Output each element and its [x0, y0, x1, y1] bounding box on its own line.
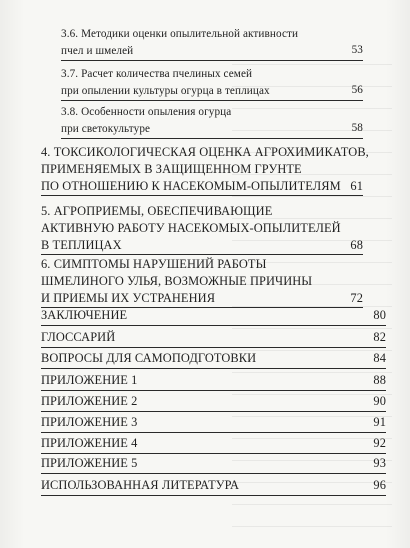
toc-entry-appendix-4: [41, 435, 386, 454]
toc-entry-line: [61, 43, 363, 61]
toc-entry-line: [41, 290, 363, 309]
toc-entry-line-text: И ПРИЕМЫ ИХ УСТРАНЕНИЯ: [41, 290, 216, 305]
toc-entry-line-text: ПРИЛОЖЕНИЕ 2: [41, 394, 138, 408]
toc-entry-line: [41, 414, 386, 433]
toc-entry-line-text: ПРИЛОЖЕНИЕ 1: [41, 373, 138, 387]
toc-entry-line: [61, 121, 363, 139]
toc-page-number: 91: [373, 415, 386, 429]
toc-page-number: 58: [351, 122, 363, 134]
toc-entry-line: [41, 329, 386, 348]
toc-entry-questions: [41, 350, 386, 369]
toc-page-number: 56: [351, 84, 363, 96]
toc-entry-section-5: [41, 203, 363, 255]
toc-page-number: 68: [350, 237, 363, 252]
toc-entry-line: ПРИМЕНЯЕМЫХ В ЗАЩИЩЕННОМ ГРУНТЕ: [41, 161, 302, 176]
toc-entry-line-text: ГЛОССАРИЙ: [41, 330, 116, 344]
toc-entry-conclusion: [41, 307, 386, 326]
toc-page-number: 90: [373, 394, 386, 408]
toc-entry-section-6: [41, 256, 363, 308]
toc-entry-appendix-2: [41, 393, 386, 412]
toc-entry-line-text: ВОПРОСЫ ДЛЯ САМОПОДГОТОВКИ: [41, 351, 257, 365]
toc-entry-line-text: В ТЕПЛИЦАХ: [41, 237, 122, 252]
toc-entry-line: 4. ТОКСИКОЛОГИЧЕСКАЯ ОЦЕНКА АГРОХИМИКАТОВ,: [41, 145, 369, 159]
toc-entry-line: [41, 477, 386, 496]
toc-entry-line-text: ПРИЛОЖЕНИЕ 5: [41, 456, 138, 470]
toc-entry-line-text: пчел и шмелей: [61, 45, 134, 57]
toc-entry-line: ШМЕЛИНОГО УЛЬЯ, ВОЗМОЖНЫЕ ПРИЧИНЫ: [41, 273, 313, 288]
toc-entry-3-7: [61, 66, 363, 101]
toc-entry-appendix-3: [41, 414, 386, 433]
toc-entry-line: АКТИВНУЮ РАБОТУ НАСЕКОМЫХ-ОПЫЛИТЕЛЕЙ: [41, 220, 341, 235]
toc-entry-line-text: при опылении культуры огурца в теплицах: [61, 85, 270, 97]
toc-page-number: 88: [373, 373, 386, 387]
toc-entry-line: [41, 372, 386, 391]
toc-entry-line: 3.6. Методики оценки опылительной активности: [61, 28, 299, 40]
toc-page-number: 93: [373, 456, 386, 470]
toc-page-number: 72: [350, 290, 363, 305]
toc-entry-line: 3.8. Особенности опыления огурца: [61, 106, 232, 118]
toc-entry-3-8: [61, 104, 363, 139]
toc-page-number: 96: [373, 478, 386, 492]
toc-entry-line: [41, 178, 363, 197]
toc-entry-line: [41, 455, 386, 474]
toc-entry-line: 6. СИМПТОМЫ НАРУШЕНИЙ РАБОТЫ: [41, 257, 267, 271]
toc-entry-line: 3.7. Расчет количества пчелиных семей: [61, 68, 253, 80]
toc-page-number: 53: [351, 44, 363, 56]
toc-entry-line: [41, 307, 386, 326]
toc-entry-line-text: ЗАКЛЮЧЕНИЕ: [41, 308, 128, 322]
toc-page-number: 82: [373, 330, 386, 344]
toc-entry-appendix-5: [41, 455, 386, 474]
toc-entry-line-text: при светокультуре: [61, 123, 151, 135]
toc-entry-line-text: ПРИЛОЖЕНИЕ 4: [41, 436, 138, 450]
toc-entry-line: [41, 435, 386, 454]
toc-page-number: 92: [373, 436, 386, 450]
toc-page-number: 61: [350, 178, 363, 193]
toc-entry-section-4: [41, 144, 369, 196]
toc-entry-line: [61, 83, 363, 101]
toc-page-number: 80: [373, 308, 386, 322]
toc-entry-3-6: [61, 26, 363, 61]
toc-entry-glossary: [41, 329, 386, 348]
toc-entry-line: [41, 393, 386, 412]
toc-entry-line: 5. АГРОПРИЕМЫ, ОБЕСПЕЧИВАЮЩИЕ: [41, 204, 273, 218]
toc-entry-line-text: ПО ОТНОШЕНИЮ К НАСЕКОМЫМ-ОПЫЛИТЕЛЯМ: [41, 178, 341, 193]
toc-page-number: 84: [373, 351, 386, 365]
toc-entry-line: [41, 237, 363, 256]
toc-entry-line-text: ПРИЛОЖЕНИЕ 3: [41, 415, 138, 429]
toc-entry-line-text: ИСПОЛЬЗОВАННАЯ ЛИТЕРАТУРА: [41, 478, 240, 492]
toc-entry-line: [41, 350, 386, 369]
toc-entry-appendix-1: [41, 372, 386, 391]
toc-entry-references: [41, 477, 386, 496]
